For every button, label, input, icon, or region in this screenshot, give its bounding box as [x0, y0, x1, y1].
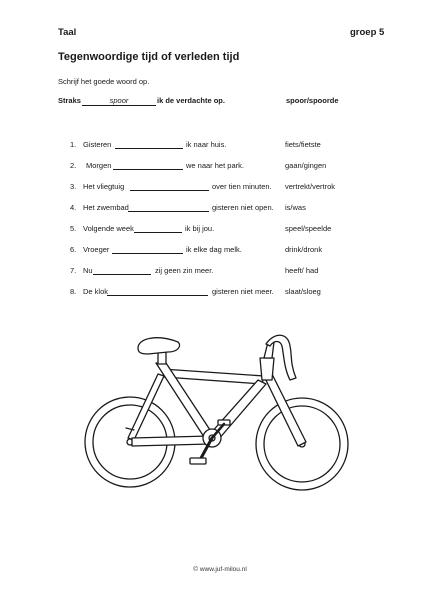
exercise-number: 1. [70, 140, 77, 149]
answer-blank[interactable] [93, 266, 151, 275]
exercise-after: zij geen zin meer. [155, 266, 214, 275]
exercise-row [0, 224, 440, 236]
exercise-number: 2. [70, 161, 77, 170]
exercise-number: 4. [70, 203, 77, 212]
exercise-row [0, 161, 440, 173]
exercise-row [0, 245, 440, 257]
answer-blank[interactable] [107, 287, 208, 296]
answer-blank[interactable] [112, 245, 183, 254]
exercise-row [0, 287, 440, 299]
exercise-before: De klok [83, 287, 109, 296]
exercise-choice: slaat/sloeg [285, 287, 321, 296]
answer-blank[interactable] [130, 182, 209, 191]
exercise-after: ik bij jou. [185, 224, 215, 233]
answer-blank[interactable] [113, 161, 183, 170]
example-choice: spoor/spoorde [286, 96, 339, 105]
answer-blank[interactable] [128, 203, 209, 212]
exercise-number: 7. [70, 266, 77, 275]
exercise-choice: heeft/ had [285, 266, 319, 275]
exercise-before: Gisteren [83, 140, 112, 149]
exercise-number: 8. [70, 287, 77, 296]
exercise-after: over tien minuten. [212, 182, 272, 191]
exercise-number: 6. [70, 245, 77, 254]
exercise-choice: is/was [285, 203, 306, 212]
saddle [138, 338, 180, 354]
example-before: Straks [58, 96, 81, 105]
exercise-row [0, 182, 440, 194]
exercise-row [0, 203, 440, 215]
exercise-choice: speel/speelde [285, 224, 332, 233]
exercise-before: Nu [83, 266, 93, 275]
subject-label: Taal [58, 27, 77, 38]
exercise-before: Vroeger [83, 245, 110, 254]
grade-label: groep 5 [350, 27, 385, 38]
exercise-after: we naar het park. [186, 161, 244, 170]
exercise-after: gisteren niet open. [212, 203, 274, 212]
exercise-choice: gaan/gingen [285, 161, 327, 170]
exercise-after: gisteren niet meer. [212, 287, 274, 296]
example-after: ik de verdachte op. [157, 96, 225, 105]
exercise-choice: drink/dronk [285, 245, 323, 254]
exercise-before: Volgende week [83, 224, 134, 233]
exercise-number: 3. [70, 182, 77, 191]
answer-blank[interactable] [134, 224, 182, 233]
exercise-after: ik elke dag melk. [186, 245, 242, 254]
exercise-choice: fiets/fietste [285, 140, 321, 149]
worksheet-title: Tegenwoordige tijd of verleden tijd [58, 51, 240, 63]
exercise-choice: vertrekt/vertrok [285, 182, 336, 191]
exercise-before: Het vliegtuig [83, 182, 125, 191]
answer-blank[interactable] [115, 140, 183, 149]
exercise-before: Morgen [86, 161, 112, 170]
bicycle-illustration [78, 328, 358, 498]
exercise-before: Het zwembad [83, 203, 129, 212]
exercise-row [0, 266, 440, 278]
example-answer-blank: spoor [82, 96, 156, 106]
exercise-number: 5. [70, 224, 77, 233]
copyright-footer: © www.juf-milou.nl [193, 566, 247, 573]
instruction-text: Schrijf het goede woord op. [58, 77, 150, 86]
example-sentence [58, 96, 388, 108]
exercise-after: ik naar huis. [186, 140, 227, 149]
exercise-row [0, 140, 440, 152]
